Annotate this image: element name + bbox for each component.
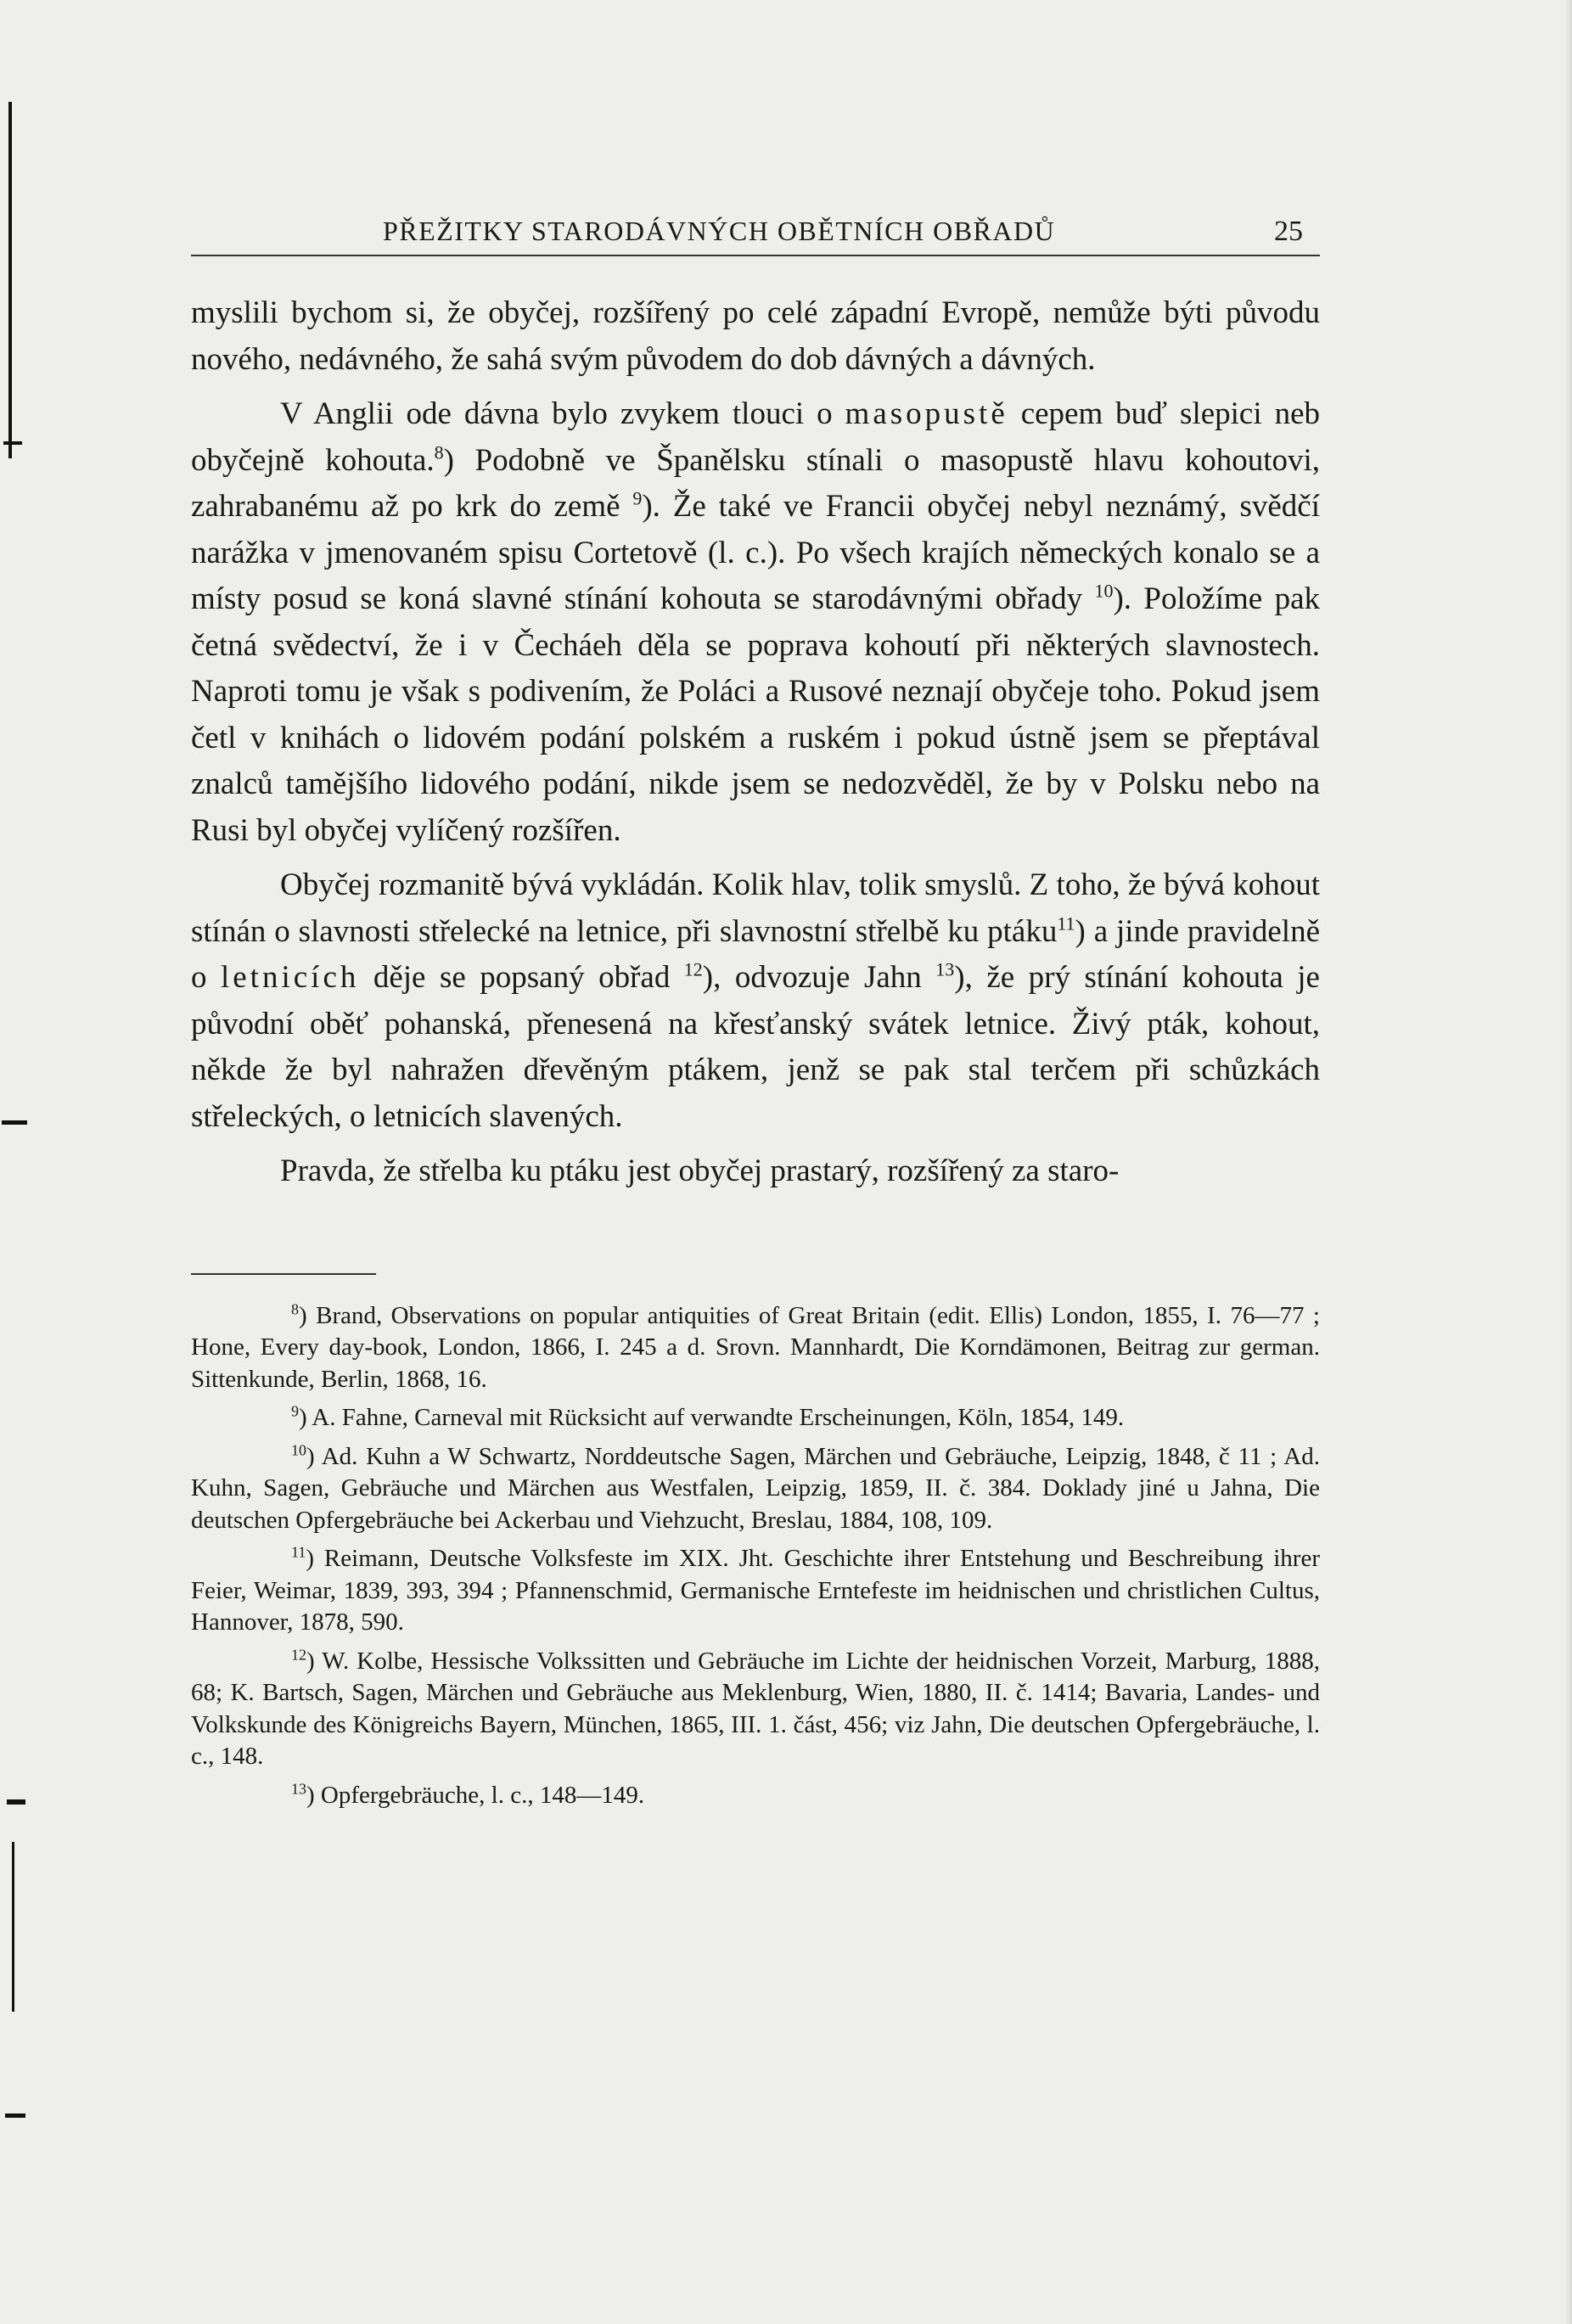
footnote-ref: 8: [434, 441, 444, 463]
footnote-text: ) Ad. Kuhn a W Schwartz, Norddeutsche Sagen, Märchen und Gebräuche, Leipzig, 1848, č 11 ; Ad. Kuhn, Sagen, Gebräuche und Märchen aus Westfalen, Leipzig, 1859, II. č. 384. Doklady jiné u Jahna, Die deutschen Opfergebräuche bei Ackerbau und Viehzucht, Breslau, 1884, 108, 109.: [191, 1442, 1320, 1534]
footnote-ref: 13: [935, 958, 955, 980]
footnotes: [191, 1300, 1320, 1812]
footnote: [191, 1543, 1320, 1639]
spaced-emphasis: masopustě: [845, 396, 1008, 431]
footnote-text: ) W. Kolbe, Hessische Volkssitten und Gebräuche im Lichte der heidnischen Vorzeit, Marburg, 1888, 68; K. Bartsch, Sagen, Märchen und Gebräuche aus Meklenburg, Wien, 1880, II. č. 1414; Bavaria, Landes- und Volkskunde des Königreichs Bayern, München, 1865, III. 1. část, 456; viz Jahn, Die deutschen Opfergebräuche, l. c., 148.: [191, 1647, 1320, 1770]
footnote-number: 9: [291, 1402, 299, 1420]
footnote-ref: 12: [683, 958, 703, 980]
paragraph: [191, 1148, 1320, 1195]
footnote: [191, 1402, 1320, 1434]
text-run: Pravda, že střelba ku ptáku jest obyčej prastarý, rozšířený za staro-: [280, 1154, 1120, 1188]
page-number: 25: [1274, 216, 1303, 247]
binding-mark: [12, 1842, 14, 2012]
footnote-ref: 10: [1094, 580, 1114, 602]
binding-mark: [7, 1799, 25, 1805]
text-run: ), odvozuje Jahn: [702, 960, 936, 995]
scan-binding-edge: [0, 0, 24, 2324]
binding-mark: [5, 2113, 25, 2118]
paragraph: [191, 290, 1320, 383]
footnote-ref: 9: [632, 487, 643, 509]
footnote: [191, 1780, 1320, 1812]
scan-right-edge: [1565, 0, 1572, 2324]
text-run: V Anglii ode dávna bylo zvykem tlouci o: [280, 396, 845, 431]
spaced-emphasis: letnicích: [220, 960, 360, 995]
footnote: [191, 1441, 1320, 1537]
text-run: myslili bychom si, že obyčej, rozšířený po celé západní Evropě, nemůže býti původu nového, nedávného, že sahá svým původem do dob dávných a dávných.: [191, 295, 1320, 377]
body-text: [191, 290, 1320, 1195]
binding-mark: [2, 1120, 27, 1125]
footnote-text: ) A. Fahne, Carneval mit Rücksicht auf verwandte Erscheinungen, Köln, 1854, 149.: [299, 1404, 1125, 1431]
text-run: ) a jinde pravidelně o: [191, 913, 1321, 995]
footnote-number: 10: [291, 1440, 306, 1458]
text-run: děje se popsaný obřad: [359, 960, 684, 995]
page: [191, 204, 1320, 1818]
binding-mark: [8, 102, 12, 458]
footnote-text: ) Brand, Observations on popular antiquities of Great Britain (edit. Ellis) London, 1855, I. 76—77 ; Hone, Every day-book, London, 1866, I. 245 a d. Srovn. Mannhardt, Die Korndämonen, Beitrag zur german. Sittenkunde, Berlin, 1868, 16.: [191, 1301, 1320, 1393]
footnote-number: 13: [291, 1779, 306, 1797]
footnote: [191, 1646, 1320, 1773]
text-run: cepem buď slepici neb obyčejně kohouta.: [191, 396, 1320, 478]
footnote-ref: 11: [1057, 912, 1075, 935]
paragraph: [191, 391, 1320, 854]
footnote-text: ) Opfergebräuche, l. c., 148—149.: [306, 1781, 645, 1809]
paragraph: [191, 862, 1320, 1140]
footnote-number: 11: [291, 1543, 306, 1561]
footnote: [191, 1300, 1320, 1396]
running-title: PŘEŽITKY STARODÁVNÝCH OBĚTNÍCH OBŘADŮ: [383, 216, 1056, 246]
text-run: ) Podobně ve Španělsku stínali o masopustě hlavu kohoutovi, zahrabanému až po krk do země: [191, 442, 1321, 524]
footnote-number: 12: [291, 1645, 306, 1663]
text-run: Obyčej rozmanitě bývá vykládán. Kolik hlav, tolik smyslů. Z toho, že bývá kohout stínán o slavnosti střelecké na letnice, při slavnostní střelbě ku ptáku: [191, 867, 1320, 949]
running-head: [191, 204, 1320, 256]
footnote-separator: [191, 1273, 376, 1275]
footnote-text: ) Reimann, Deutsche Volksfeste im XIX. Jht. Geschichte ihrer Entstehung und Beschreibung ihrer Feier, Weimar, 1839, 393, 394 ; Pfannenschmid, Germanische Erntefeste im heidnischen und christlichen Cultus, Hannover, 1878, 590.: [191, 1545, 1320, 1636]
text-run: ). Položíme pak četná svědectví, že i v Čecháeh děla se poprava kohoutí při některých slavnostech. Naproti tomu je však s podivením, že Poláci a Rusové neznají obyčeje toho. Pokud jsem četl v knihách o lidovém podání polském a ruském i pokud ústně jsem se přeptával znalců tamějšího lidového podání, nikde jsem se nedozvěděl, že by v Polsku nebo na Rusi byl obyčej vylíčený rozšířen.: [191, 581, 1320, 848]
footnote-number: 8: [291, 1300, 299, 1317]
text-run: ). Že také ve Francii obyčej nebyl neznámý, svědčí narážka v jmenovaném spisu Cortetově (l. c.). Po všech krajích německých konalo se a místy posud se koná slavné stínání kohouta se starodávnými obřady: [191, 489, 1320, 616]
binding-mark: [3, 441, 22, 445]
text-run: ), že prý stínání kohouta je původní oběť pohanská, přenesená na křesťanský svátek letnice. Živý pták, kohout, někde že byl nahražen dřevěným ptákem, jenž se pak stal terčem při schůzkách střeleckých, o letnicích slavených.: [191, 960, 1320, 1134]
